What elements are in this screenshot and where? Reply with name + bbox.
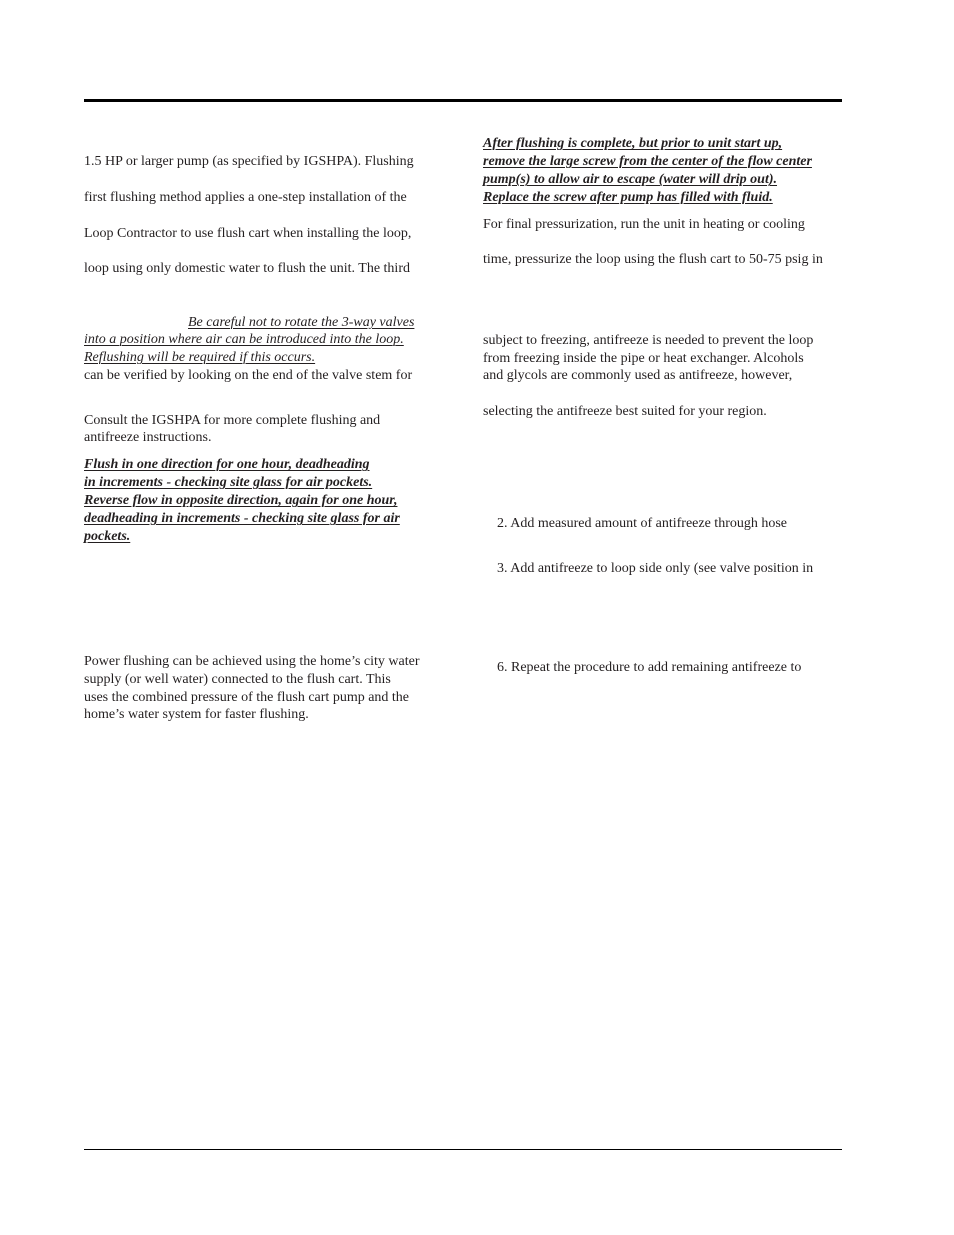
after-flushing-line-2: remove the large screw from the center of the flow center [483,154,812,169]
flush-note-line-1: Flush in one direction for one hour, deadheading [84,457,370,472]
caution-line-2: into a position where air can be introduced into the loop. [84,332,404,347]
step-2: 2. Add measured amount of antifreeze through hose [497,516,788,531]
antifreeze-line-2: from freezing inside the pipe or heat exchanger. Alcohols [483,351,804,366]
antifreeze-line-1: subject to freezing, antifreeze is needed to prevent the loop [483,333,814,348]
flush-note-line-4: deadheading in increments - checking site glass for air [84,511,400,526]
pressurization-line-2: time, pressurize the loop using the flush cart to 50-75 psig in [483,252,823,267]
flushing-line-4: loop using only domestic water to flush the unit. The third [84,261,410,276]
step-3: 3. Add antifreeze to loop side only (see valve position in [497,561,814,576]
flush-note-line-2: in increments - checking site glass for air pockets. [84,475,373,490]
power-flushing-line-3: uses the combined pressure of the flush cart pump and the [84,690,410,705]
header-rule [84,99,842,102]
pressurization-line-1: For final pressurization, run the unit in heating or cooling [483,217,805,232]
flushing-line-3: Loop Contractor to use flush cart when installing the loop, [84,226,412,241]
caution-line-1: Be careful not to rotate the 3-way valves [188,315,415,330]
flush-note-line-5: pockets. [84,529,131,544]
antifreeze-line-3: and glycols are commonly used as antifreeze, however, [483,368,793,383]
power-flushing-line-2: supply (or well water) connected to the flush cart. This [84,672,391,687]
after-flushing-line-1: After flushing is complete, but prior to unit start up, [483,136,783,151]
footer-rule [84,1149,842,1150]
power-flushing-line-4: home’s water system for faster flushing. [84,707,309,722]
after-flushing-line-4: Replace the screw after pump has filled with fluid. [483,190,773,205]
consult-line-2: antifreeze instructions. [84,430,212,445]
flushing-line-2: first flushing method applies a one-step installation of the [84,190,407,205]
selecting-line: selecting the antifreeze best suited for your region. [483,404,767,419]
valve-stem-line: can be verified by looking on the end of the valve stem for [84,368,413,383]
caution-line-3: Reflushing will be required if this occurs. [84,350,316,365]
after-flushing-line-3: pump(s) to allow air to escape (water will drip out). [483,172,778,187]
flushing-line-1: 1.5 HP or larger pump (as specified by IGSHPA). Flushing [84,154,414,169]
consult-line-1: Consult the IGSHPA for more complete flushing and [84,413,381,428]
power-flushing-line-1: Power flushing can be achieved using the home’s city water [84,654,420,669]
flush-note-line-3: Reverse flow in opposite direction, again for one hour, [84,493,398,508]
step-6: 6. Repeat the procedure to add remaining antifreeze to [497,660,802,675]
